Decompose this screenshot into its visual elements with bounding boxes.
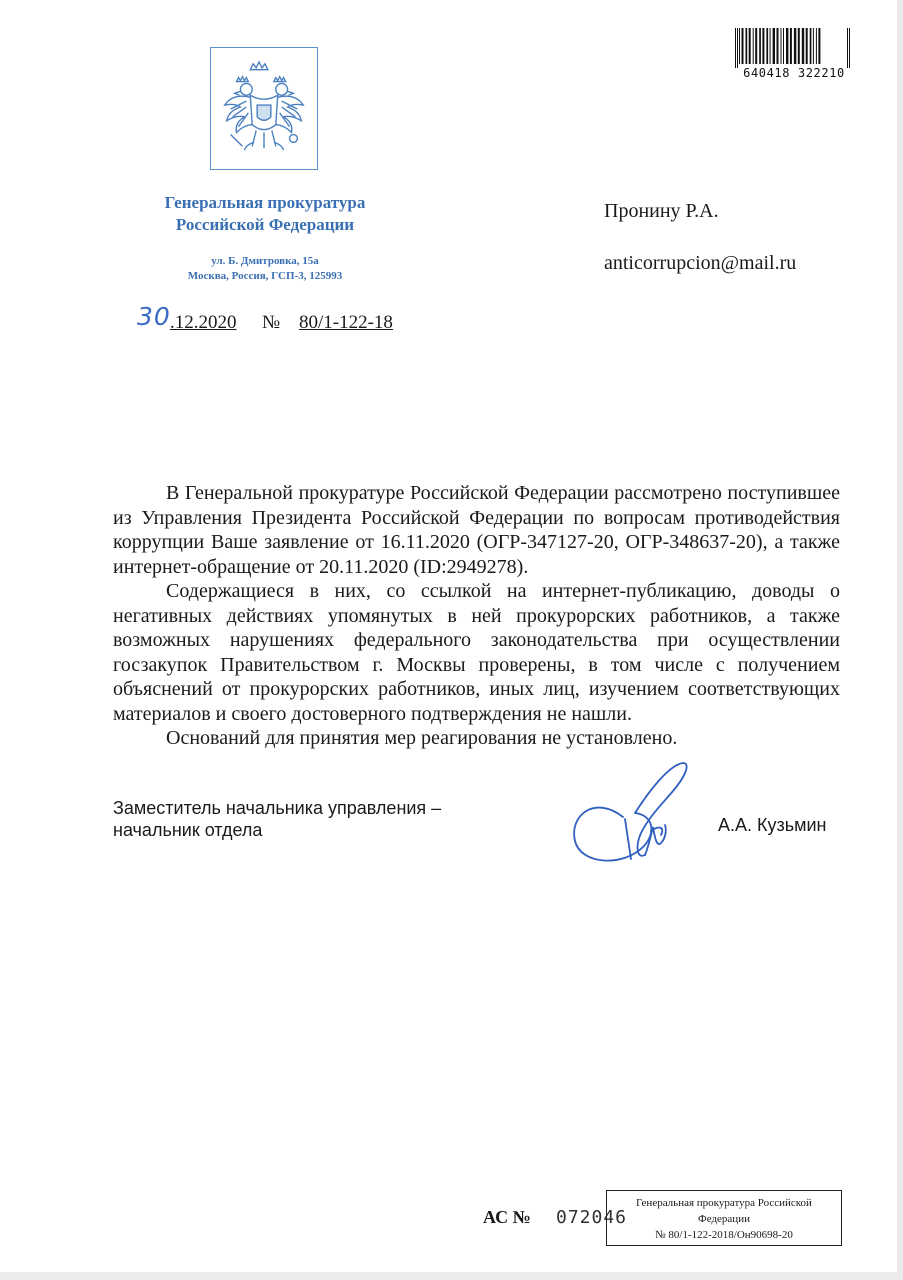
registration-number: 80/1-122-18 — [299, 312, 393, 333]
barcode-bar — [806, 28, 808, 64]
ac-number: 072046 — [556, 1207, 628, 1228]
body-paragraph-1: В Генеральной прокуратуре Российской Федерации рассмотрено поступившее из Управления Президента Российской Федерации по вопросам противодействия коррупции Ваше заявление от 16.11.2020 (ОГР-347127-20, ОГР-348637-20), а также интернет-обращение от 20.11.2020 (ID:2949278). — [113, 482, 840, 578]
barcode-bar — [849, 28, 850, 68]
barcode-number: 640418 322210 — [743, 66, 845, 80]
stamp-line1: Генеральная прокуратура Российской — [636, 1197, 812, 1209]
barcode-bar — [773, 28, 775, 64]
barcode-bar — [759, 28, 761, 64]
barcode-bar — [766, 28, 768, 64]
sender-address-line1: ул. Б. Дмитровка, 15а — [211, 255, 319, 267]
barcode-bar — [781, 28, 782, 64]
ac-label: АС № — [483, 1207, 531, 1227]
barcode-bar — [739, 28, 740, 64]
sender-organization — [120, 192, 410, 236]
sender-org-line1: Генеральная прокуратура — [164, 193, 366, 212]
barcode-bars — [733, 28, 853, 68]
barcode-bar — [749, 28, 751, 64]
barcode-bar — [790, 28, 792, 64]
barcode — [733, 28, 853, 84]
barcode-bar — [783, 28, 784, 64]
body-paragraph-3: Оснований для принятия мер реагирования не установлено. — [166, 727, 678, 749]
barcode-bar — [735, 28, 736, 68]
barcode-bar — [753, 28, 754, 64]
barcode-bar — [847, 28, 848, 68]
registration-date: .12.2020 — [170, 312, 237, 333]
registration-line — [137, 302, 417, 336]
sender-org-line2: Российской Федерации — [175, 215, 355, 234]
letter-body — [113, 481, 840, 751]
barcode-bar — [810, 28, 812, 64]
barcode-bar — [777, 28, 779, 64]
stamp-line2: Федерации — [698, 1213, 750, 1225]
barcode-bar — [816, 28, 817, 64]
body-paragraph-2: Содержащиеся в них, со ссылкой на интернет-публикацию, доводы о негативных действиях упомянутых в ней прокурорских работников, а также возможных нарушениях федерального законодательства при осуществлении госзакупок Правительством г. Москвы проверены, в том числе с получением объяснений от прокурорских работников, иных лиц, изучением соответствующих материалов и своего достоверного подтверждения не нашли. — [113, 580, 840, 725]
barcode-bar — [818, 28, 820, 64]
barcode-bar — [737, 28, 738, 68]
registration-stamp — [606, 1190, 842, 1246]
stamp-line3: № 80/1-122-2018/Он90698-20 — [655, 1229, 793, 1241]
signer-name: А.А. Кузьмин — [718, 815, 827, 835]
barcode-bar — [794, 28, 796, 64]
signer-title — [113, 797, 493, 841]
coat-of-arms-emblem — [210, 47, 318, 170]
number-sign: № — [262, 312, 281, 333]
barcode-bar — [813, 28, 814, 64]
barcode-bar — [802, 28, 804, 64]
signer-title-line1: Заместитель начальника управления – — [113, 798, 442, 818]
barcode-bar — [798, 28, 800, 64]
recipient-name: Пронину Р.А. — [604, 200, 719, 222]
handwritten-signature — [565, 755, 695, 875]
barcode-bar — [762, 28, 764, 64]
recipient-email: anticorrupcion@mail.ru — [604, 252, 797, 274]
signer-title-line2: начальник отдела — [113, 820, 263, 840]
double-headed-eagle-icon — [211, 48, 317, 169]
barcode-bar — [770, 28, 771, 64]
barcode-bar — [746, 28, 748, 64]
sender-address — [120, 254, 410, 284]
sender-address-line2: Москва, Россия, ГСП-3, 125993 — [187, 270, 343, 282]
handwritten-day: 30 — [137, 302, 171, 331]
barcode-bar — [755, 28, 757, 64]
barcode-bar — [742, 28, 744, 64]
barcode-bar — [786, 28, 788, 64]
